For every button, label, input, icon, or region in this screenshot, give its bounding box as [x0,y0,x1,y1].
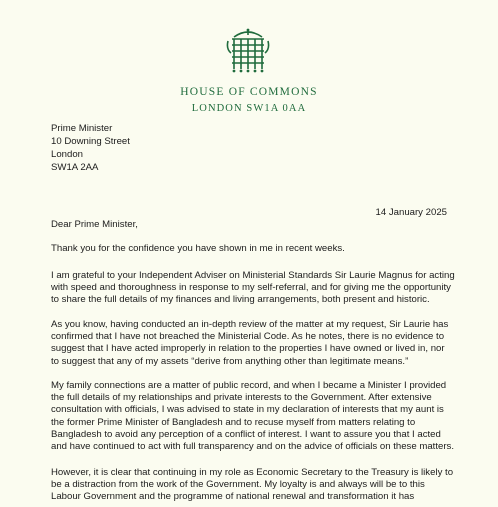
paragraph-line: the former Prime Minister of Bangladesh and to recuse myself from matters relating to [51,416,416,428]
recipient-line: SW1A 2AA [51,162,99,173]
salutation: Dear Prime Minister, [51,219,138,230]
paragraph-line: However, it is clear that continuing in my role as Economic Secretary to the Treasury is likely to [51,467,454,478]
paragraph-line: suggest that I have acted improperly in relation to the properties I have owned or lived in, nor [51,343,445,355]
paragraph-line: be a distraction from the work of the Government. My loyalty is and always will be to this [51,479,425,491]
paragraph-line: Bangladesh to avoid any perception of a conflict of interest. I want to assure you that I acted [51,428,441,440]
letter-date: 14 January 2025 [375,207,447,218]
paragraph-line: Labour Government and the programme of national renewal and transformation it has [51,491,415,503]
letterhead-address: LONDON SW1A 0AA [191,103,307,114]
paragraph-line: As you know, having conducted an in-depth review of the matter at my request, Sir Laurie has [51,319,449,330]
paragraph-line: Thank you for the confidence you have shown in me in recent weeks. [51,243,345,254]
paragraph-thanks [51,243,449,255]
paragraph-line: My family connections are a matter of public record, and when I became a Minister I provided [51,380,447,391]
recipient-line: Prime Minister [51,123,113,134]
paragraph-family [51,380,455,453]
paragraph-line: with speed and thoroughness in response to my self-referral, and for giving me the opportunity [51,282,451,294]
paragraph-line: the full details of my relationships and private interests to the Government. After extensive [51,392,432,404]
paragraph-line: consultation with officials, I was advised to state in my declaration of interests that my aunt is [51,404,444,416]
paragraph-resignation [51,467,454,504]
paragraph-review [51,319,449,368]
letterhead-house-name: HOUSE OF COMMONS [180,86,318,98]
portcullis-icon [226,28,270,74]
paragraph-gratitude [51,270,455,307]
paragraph-line: confirmed that I have not breached the Ministerial Code. As he notes, there is no evidence to [51,331,445,343]
paragraph-line: to suggest that any of my assets “derive from anything other than legitimate means.” [51,355,409,367]
paragraph-line: to share the full details of my finances and living arrangements, both present and historic. [51,294,430,306]
recipient-line: London [51,149,84,160]
recipient-address [51,122,130,174]
paragraph-line: I am grateful to your Independent Adviser on Ministerial Standards Sir Laurie Magnus for acting [51,270,455,281]
paragraph-line: and have continued to act with full transparency and on the advice of officials on these matters. [51,441,455,453]
recipient-line: 10 Downing Street [51,136,130,147]
